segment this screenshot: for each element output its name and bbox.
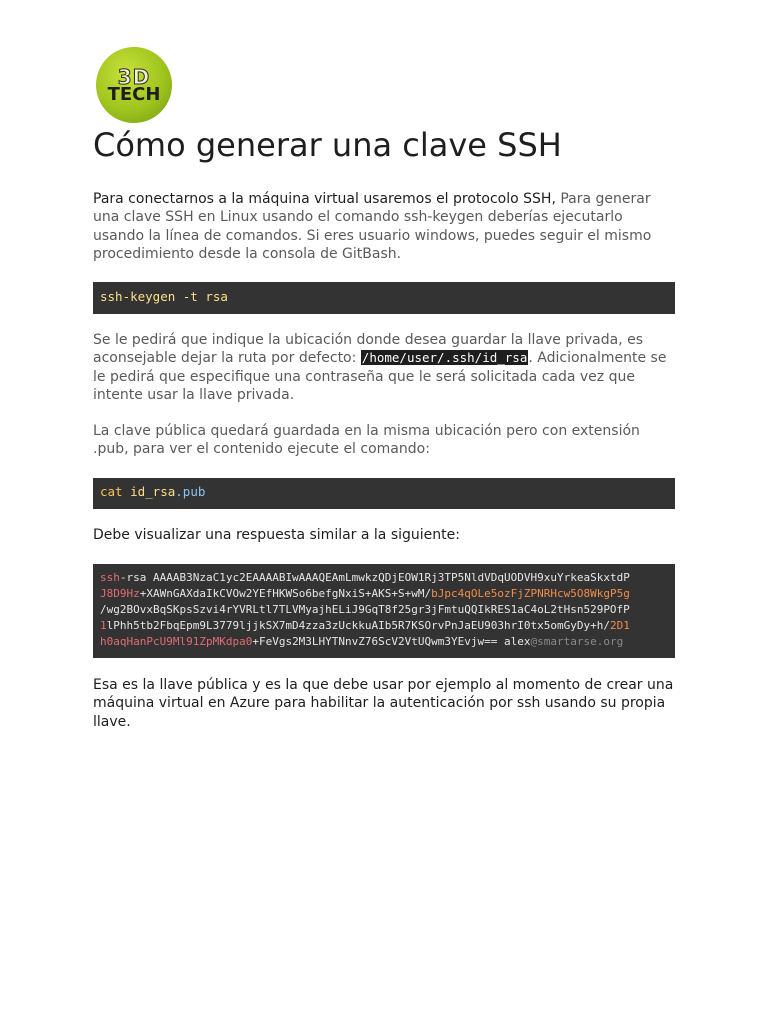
key-token: 2D1 bbox=[609, 619, 630, 632]
key-line1: -rsa AAAAB3NzaC1yc2EAAAABIwAAAQEAmLmwkzQDjEOW1Rj3TP5NldVDqUODVH9xuYrkeaSkxtdP bbox=[119, 571, 630, 584]
location-before: Se le pedirá que indique la ubicación donde desea guardar la llave privada, es aconsejable dejar la ruta por defecto: bbox=[93, 332, 643, 367]
logo-line2: TECH bbox=[107, 84, 161, 105]
cat-ext: .pub bbox=[175, 484, 206, 499]
key-token: 1 bbox=[100, 619, 107, 632]
public-key-paragraph: La clave pública quedará guardada en la misma ubicación pero con extensión .pub, para ver el contenido ejecute el comando: bbox=[93, 423, 640, 458]
key-line3: /wg2BOvxBqSKpsSzvi4rYVRLtl7TLVMyajhELiJ9GqT8f25gr3jFmtuQQIkRES1aC4oL2tHsn529POfP bbox=[100, 603, 630, 616]
location-after: . Adicionalmente se le pedirá que especifique una contraseña que le será solicitada cada vez que intente usar la llave privada. bbox=[93, 350, 667, 403]
page-title: Cómo generar una clave SSH bbox=[93, 126, 562, 164]
closing-paragraph: Esa es la llave pública y es la que debe usar por ejemplo al momento de crear una máquina virtual en Azure para habilitar la autenticación por ssh usando su propia llave. bbox=[93, 677, 674, 730]
default-path-code: /home/user/.ssh/id_rsa bbox=[361, 350, 528, 366]
code-block-public-key bbox=[93, 564, 675, 658]
3d-tech-logo bbox=[96, 47, 172, 123]
key-line4: lPhh5tb2FbqEpm9L3779ljjkSX7mD4zza3zUckkuAIb5R7KSOrvPnJaEU903hrI0tx5omGyDy+h/ bbox=[106, 619, 610, 632]
location-paragraph bbox=[93, 331, 675, 404]
code-block-keygen bbox=[93, 282, 675, 314]
key-line5: +FeVgs2M3LHYTNnvZ76ScV2VtUQwm3YEvjw== alex bbox=[252, 635, 531, 648]
key-token: ssh bbox=[100, 571, 120, 584]
intro-paragraph bbox=[93, 190, 675, 263]
cat-file: id_rsa bbox=[122, 484, 176, 499]
key-token: h0aqHanPcU9Ml91ZpMKdpa0 bbox=[100, 635, 253, 648]
key-token: J8D9Hz bbox=[100, 587, 140, 600]
key-line2: +XAWnGAXdaIkCVOw2YEfHKWSo6befgNxiS+AKS+S+wM/ bbox=[139, 587, 432, 600]
intro-lead: Para conectarnos a la máquina virtual usaremos el protocolo SSH, bbox=[93, 191, 556, 207]
logo-line1: 3D bbox=[117, 65, 151, 89]
expected-output-paragraph: Debe visualizar una respuesta similar a la siguiente: bbox=[93, 527, 460, 543]
intro-rest: Para generar una clave SSH en Linux usando el comando ssh-keygen deberías ejecutarlo usando la línea de comandos. Si eres usuario windows, puedes seguir el mismo procedimiento desde la consola de GitBash. bbox=[93, 191, 652, 262]
key-token: bJpc4qOLe5ozFjZPNRHcw5O8WkgP5g bbox=[431, 587, 630, 600]
cat-command: cat bbox=[100, 484, 123, 499]
code-block-cat bbox=[93, 478, 675, 509]
key-email: @smartarse.org bbox=[530, 635, 624, 648]
keygen-command: ssh-keygen -t rsa bbox=[100, 289, 228, 304]
